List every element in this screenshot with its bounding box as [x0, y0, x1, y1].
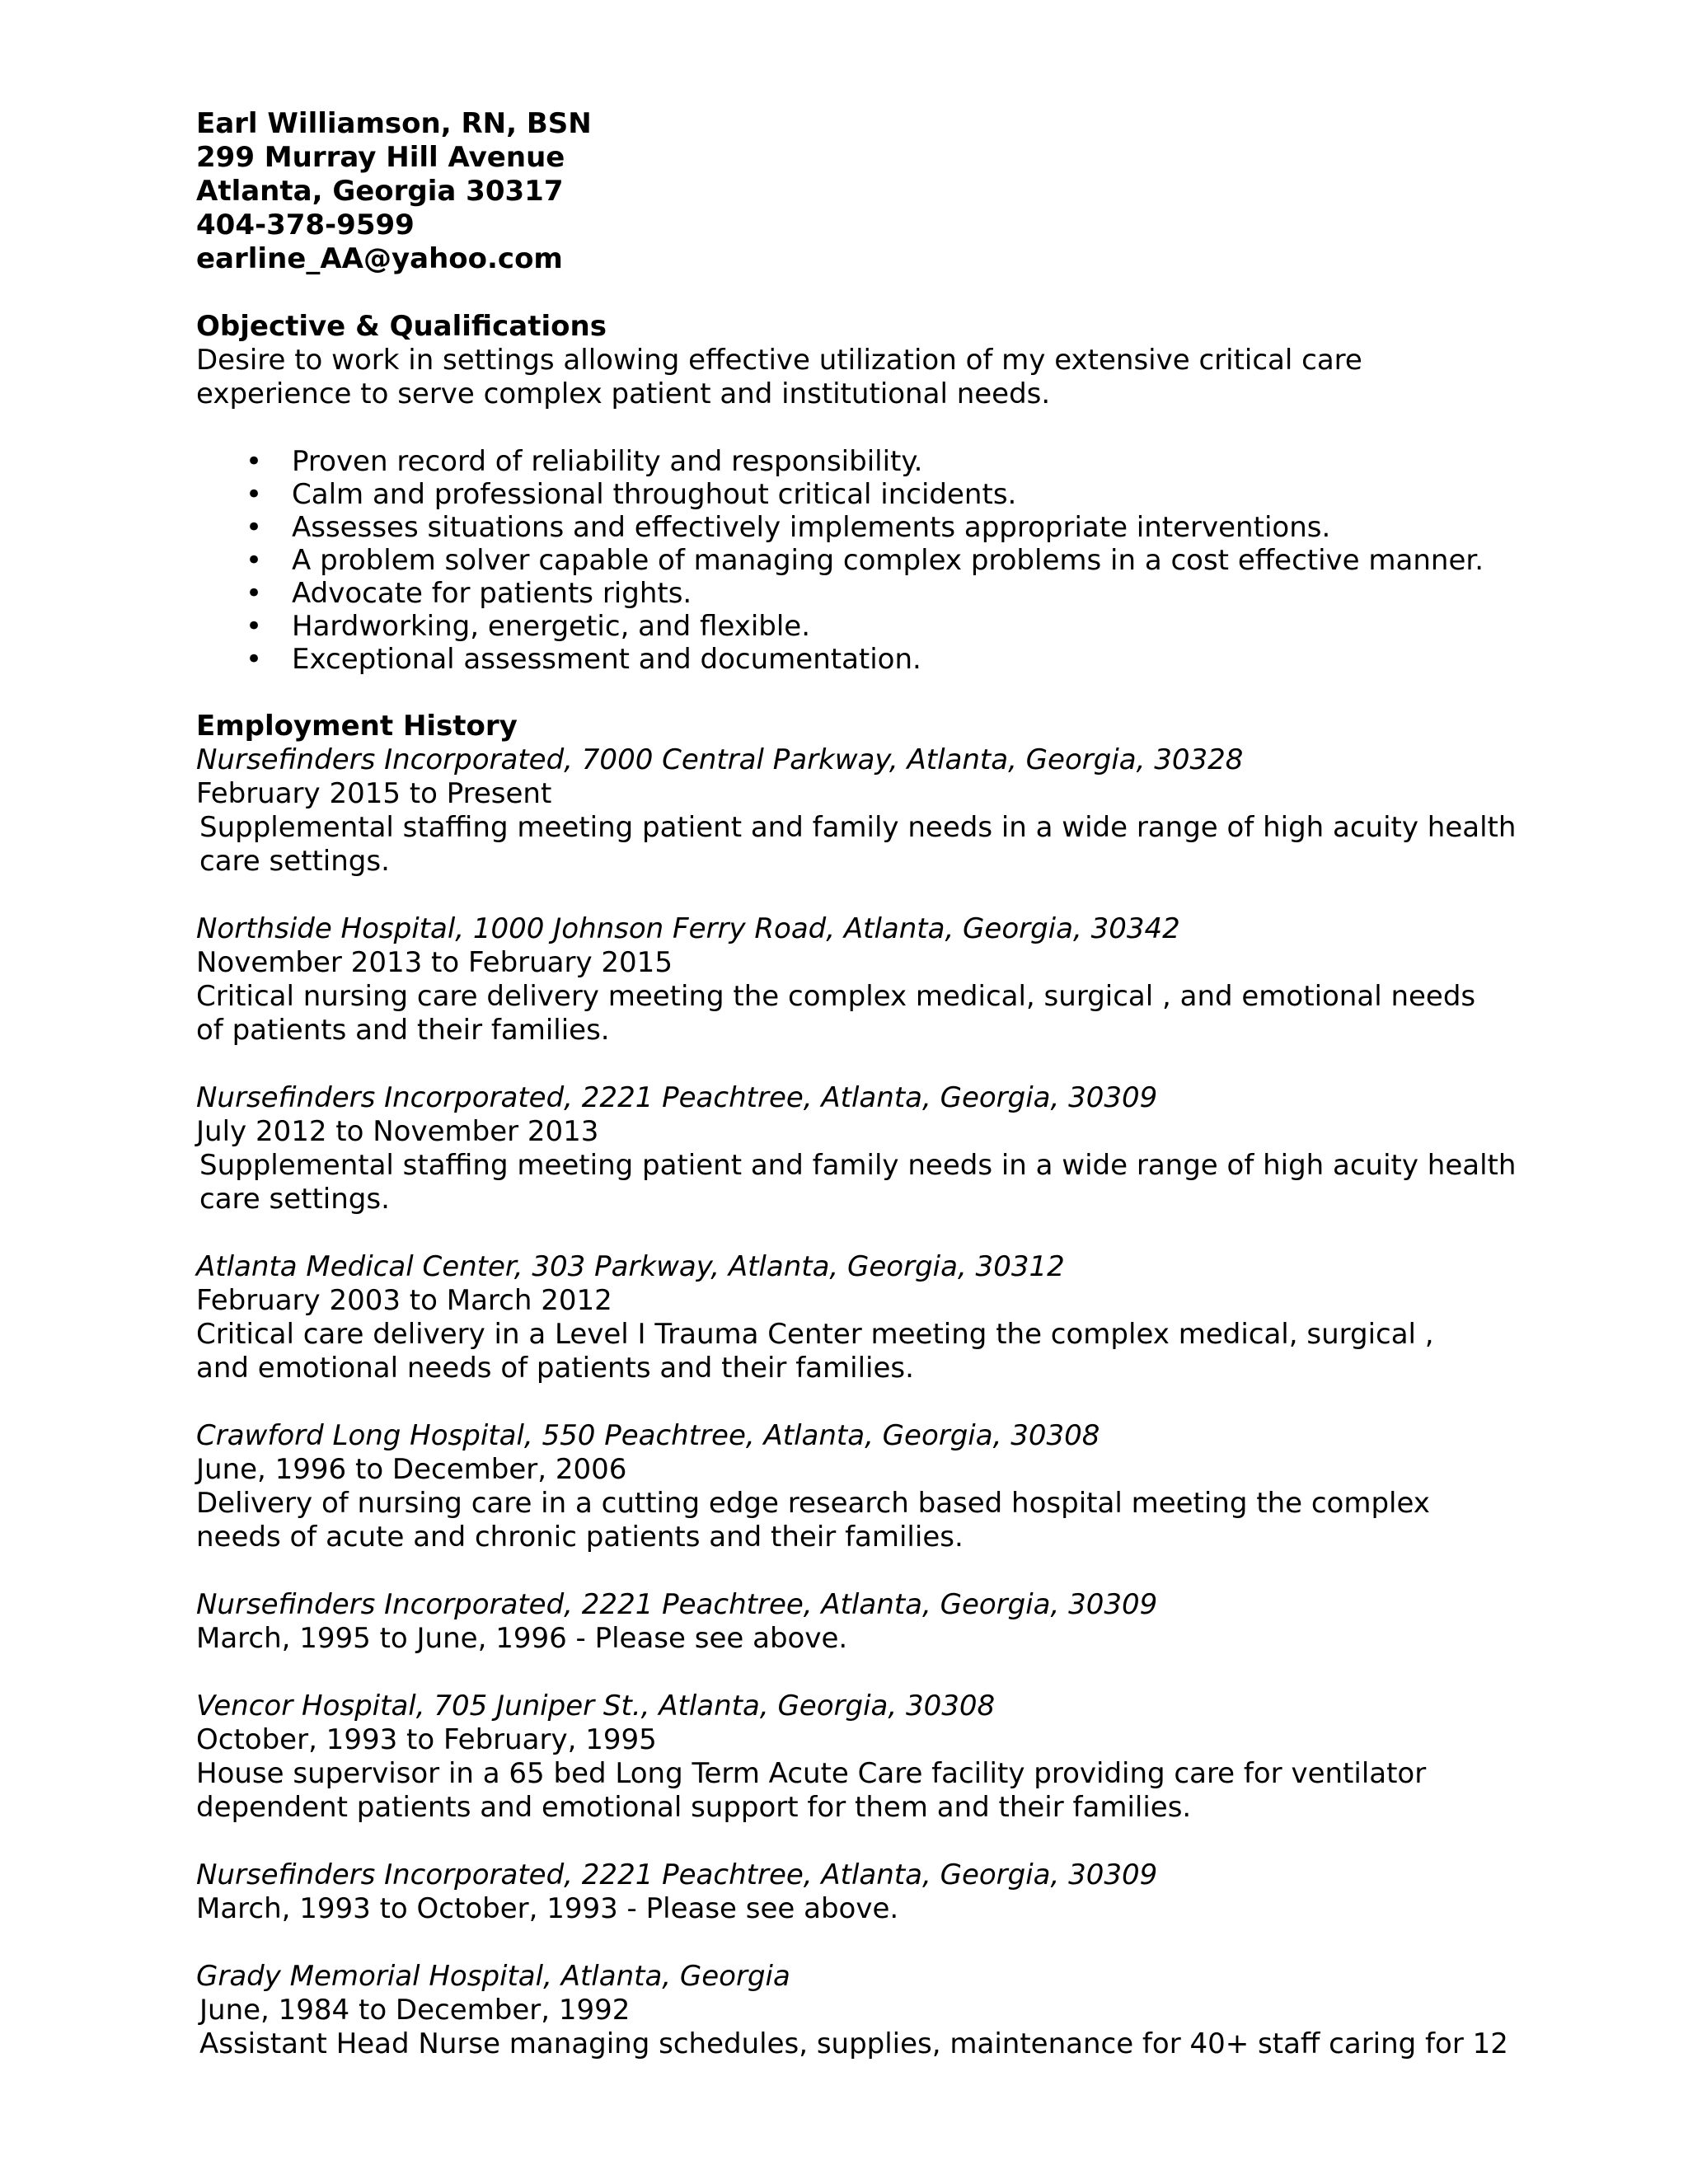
- job-dates: June, 1984 to December, 1992: [199, 1994, 631, 2027]
- objective-section: [196, 310, 1498, 676]
- job-entry: [196, 912, 1498, 1047]
- bullet-icon: •: [246, 577, 263, 610]
- job-dates: March, 1993 to October, 1993 - Please see above.: [196, 1892, 899, 1925]
- list-item: [196, 511, 1498, 544]
- bullet-icon: •: [246, 478, 263, 511]
- list-item: [196, 478, 1498, 511]
- applicant-name: Earl Williamson, RN, BSN: [196, 107, 592, 140]
- resume-page: [196, 107, 1517, 2095]
- bullet-icon: •: [246, 610, 263, 643]
- list-item: [196, 445, 1498, 478]
- objective-text-line: Desire to work in settings allowing effective utilization of my extensive critical care: [196, 344, 1362, 377]
- job-entry: [196, 1081, 1517, 1216]
- bullet-icon: •: [246, 544, 263, 577]
- list-item: [196, 577, 1498, 610]
- qualification-text: Assesses situations and effectively implements appropriate interventions.: [292, 511, 1331, 544]
- job-description-line: dependent patients and emotional support for them and their families.: [196, 1791, 1192, 1824]
- section-heading-objective: Objective & Qualifications: [196, 310, 607, 343]
- job-description-line: care settings.: [199, 1183, 390, 1216]
- employer-line: Nursefinders Incorporated, 2221 Peachtree, Atlanta, Georgia, 30309: [196, 1858, 1158, 1891]
- email-address: earline_AA@yahoo.com: [196, 242, 563, 275]
- job-description-line: needs of acute and chronic patients and their families.: [196, 1521, 964, 1554]
- employer-line: Atlanta Medical Center, 303 Parkway, Atlanta, Georgia, 30312: [196, 1250, 1065, 1283]
- qualifications-list: [196, 445, 1498, 676]
- job-entry: [196, 1858, 1498, 1926]
- employer-line: Nursefinders Incorporated, 2221 Peachtree, Atlanta, Georgia, 30309: [196, 1081, 1158, 1114]
- qualification-text: Proven record of reliability and responsibility.: [292, 445, 923, 478]
- employer-line: Grady Memorial Hospital, Atlanta, Georgia: [196, 1960, 790, 1993]
- job-description-line: Critical nursing care delivery meeting the complex medical, surgical , and emotional needs: [196, 980, 1476, 1013]
- phone-number: 404-378-9599: [196, 209, 415, 241]
- job-dates: July 2012 to November 2013: [196, 1115, 599, 1148]
- job-description-line: Supplemental staffing meeting patient and family needs in a wide range of high acuity health: [199, 1149, 1517, 1182]
- qualification-text: A problem solver capable of managing complex problems in a cost effective manner.: [292, 544, 1484, 577]
- contact-block: [196, 107, 1498, 276]
- employer-line: Nursefinders Incorporated, 2221 Peachtree, Atlanta, Georgia, 30309: [196, 1588, 1158, 1621]
- job-dates: October, 1993 to February, 1995: [196, 1723, 657, 1756]
- job-dates: February 2003 to March 2012: [196, 1284, 612, 1317]
- employment-section: [196, 710, 1517, 2061]
- city-state-zip: Atlanta, Georgia 30317: [196, 175, 564, 208]
- section-heading-employment: Employment History: [196, 710, 518, 743]
- list-item: [196, 544, 1498, 577]
- objective-text-line: experience to serve complex patient and institutional needs.: [196, 377, 1051, 410]
- employer-line: Northside Hospital, 1000 Johnson Ferry Road, Atlanta, Georgia, 30342: [196, 912, 1180, 945]
- job-entry: [196, 743, 1517, 879]
- job-description-line: House supervisor in a 65 bed Long Term Acute Care facility providing care for ventilator: [196, 1757, 1427, 1790]
- job-description-line: Supplemental staffing meeting patient and family needs in a wide range of high acuity health: [199, 811, 1517, 844]
- job-dates: June, 1996 to December, 2006: [196, 1453, 627, 1486]
- bullet-icon: •: [246, 643, 263, 676]
- qualification-text: Calm and professional throughout critical incidents.: [292, 478, 1017, 511]
- job-description-line: and emotional needs of patients and their families.: [196, 1352, 914, 1385]
- job-description-line: Assistant Head Nurse managing schedules, supplies, maintenance for 40+ staff caring for 12: [199, 2027, 1508, 2060]
- job-entry: [196, 1419, 1498, 1554]
- job-dates: November 2013 to February 2015: [196, 946, 673, 979]
- job-entry: [196, 1960, 1508, 2061]
- bullet-icon: •: [246, 511, 263, 544]
- list-item: [196, 610, 1498, 643]
- job-dates: February 2015 to Present: [196, 777, 552, 810]
- job-entry: [196, 1250, 1498, 1385]
- street-address: 299 Murray Hill Avenue: [196, 141, 565, 174]
- job-description-line: Critical care delivery in a Level I Trauma Center meeting the complex medical, surgical ,: [196, 1318, 1434, 1351]
- qualification-text: Exceptional assessment and documentation.: [292, 643, 921, 676]
- employer-line: Crawford Long Hospital, 550 Peachtree, Atlanta, Georgia, 30308: [196, 1419, 1100, 1452]
- employer-line: Vencor Hospital, 705 Juniper St., Atlanta, Georgia, 30308: [196, 1690, 996, 1722]
- list-item: [196, 643, 1498, 676]
- job-entry: [196, 1690, 1498, 1825]
- qualification-text: Advocate for patients rights.: [292, 577, 692, 610]
- job-description-line: Delivery of nursing care in a cutting edge research based hospital meeting the complex: [196, 1487, 1430, 1520]
- job-description-line: care settings.: [199, 845, 390, 878]
- job-dates: March, 1995 to June, 1996 - Please see above.: [196, 1622, 848, 1655]
- bullet-icon: •: [246, 445, 263, 478]
- employer-line: Nursefinders Incorporated, 7000 Central Parkway, Atlanta, Georgia, 30328: [196, 743, 1244, 776]
- qualification-text: Hardworking, energetic, and flexible.: [292, 610, 811, 643]
- job-entry: [196, 1588, 1498, 1656]
- job-description-line: of patients and their families.: [196, 1014, 610, 1047]
